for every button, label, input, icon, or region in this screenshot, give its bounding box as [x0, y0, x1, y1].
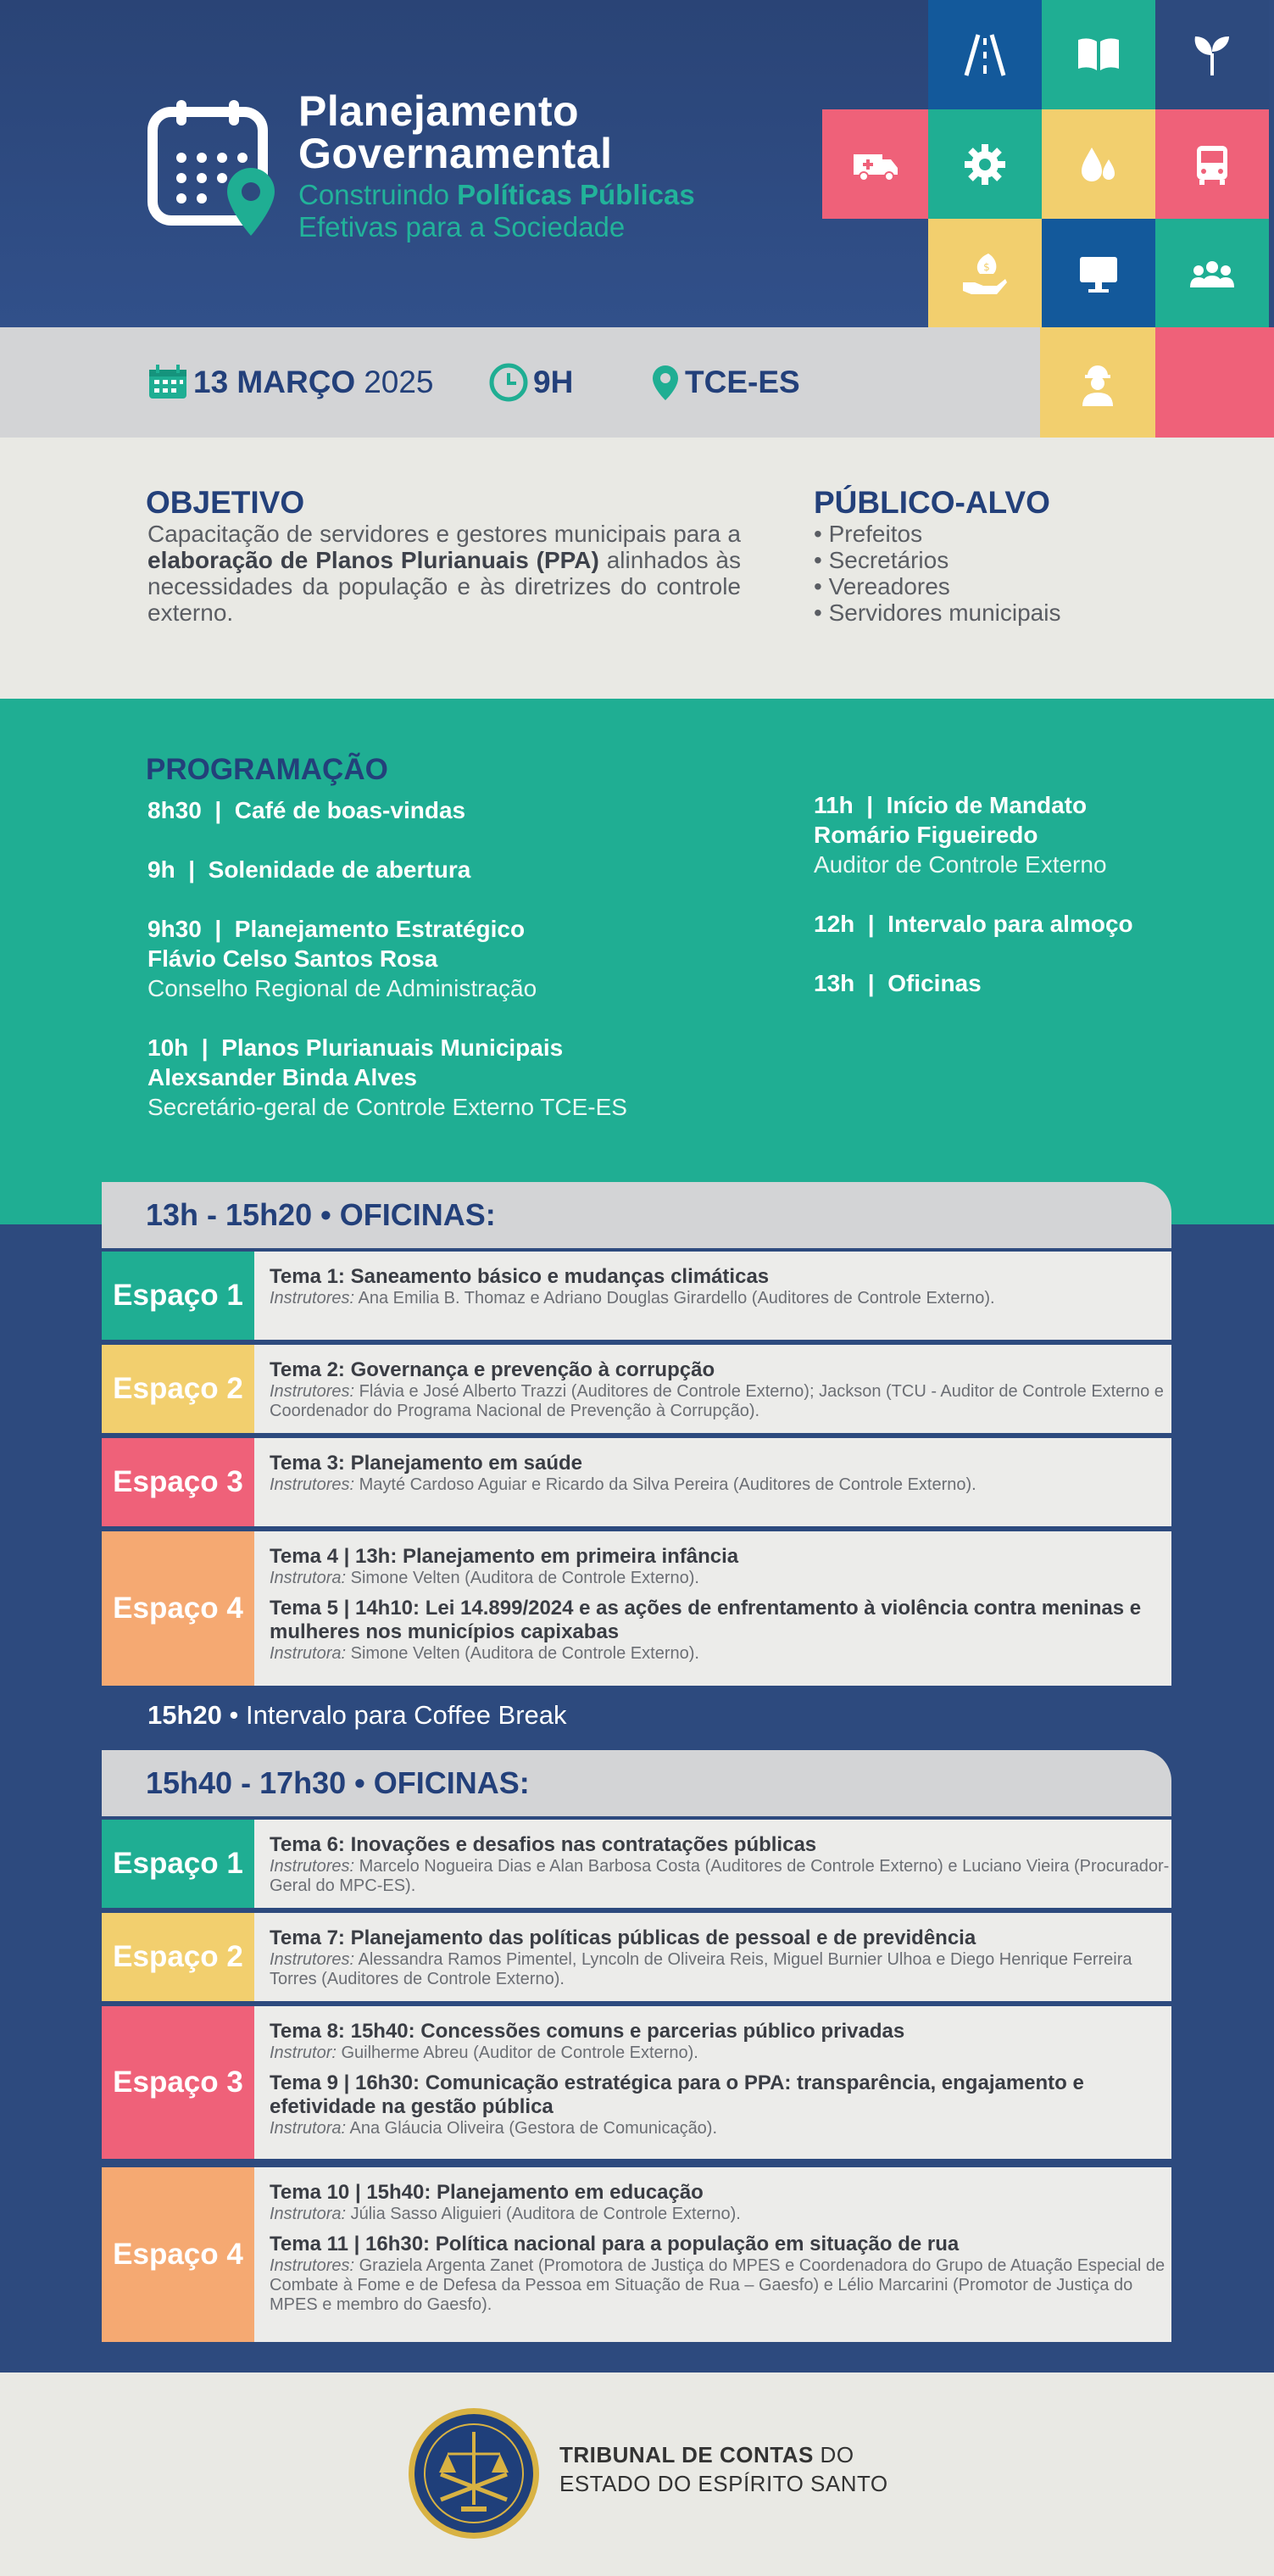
tema-block	[270, 1265, 995, 1308]
item-title: Início de Mandato	[886, 792, 1088, 818]
tema-block	[270, 1452, 976, 1495]
item-speaker: Flávio Celso Santos Rosa	[147, 945, 438, 972]
instructors: Instrutores: Alessandra Ramos Pimentel, Lyncoln de Oliveira Reis, Miguel Burnier Ulhoa e Diego Henrique Ferreira Torres (Auditores de Controle Externo).	[270, 1950, 1132, 1988]
oficina-row	[102, 1438, 1171, 1526]
money-hand-icon	[928, 219, 1042, 327]
date-item	[147, 361, 434, 404]
tema-block	[270, 1545, 1171, 1588]
instructors: Instrutor: Guilherme Abreu (Auditor de Controle Externo).	[270, 2044, 698, 2062]
session-1-heading: 13h - 15h20 • OFICINAS:	[102, 1182, 1171, 1248]
coffee-break: 15h20 • Intervalo para Coffee Break	[147, 1700, 567, 1730]
list-item: • Servidores municipais	[814, 599, 1061, 626]
programacao-item: 9h30 | Planejamento Estratégico Flávio Celso Santos Rosa Conselho Regional de Administração	[147, 916, 537, 1001]
tema-title: Tema 7: Planejamento das políticas públicas de pessoal e de previdência	[270, 1926, 976, 1949]
tema-block	[270, 1597, 1171, 1664]
item-time: 9h30	[147, 916, 202, 942]
worker-icon	[1040, 327, 1155, 438]
tema-title: Tema 6: Inovações e desafios nas contratações públicas	[270, 1833, 817, 1856]
book-icon	[1042, 0, 1155, 109]
tce-seal-logo	[407, 2406, 541, 2540]
item-role: Conselho Regional de Administração	[147, 975, 537, 1001]
tema-title: Tema 5 | 14h10: Lei 14.899/2024 e as ações de enfrentamento à violência contra meninas e mulheres nos municípios capixabas	[270, 1597, 1142, 1643]
subtitle-line-1: Construindo Políticas Públicas	[298, 179, 695, 210]
espaco-label: Espaço 3	[102, 2006, 254, 2159]
programacao-item: 9h | Solenidade de abertura	[147, 856, 471, 883]
title-line-2: Governamental	[298, 130, 613, 177]
tema-block	[270, 1833, 1171, 1896]
org-name-line-1: TRIBUNAL DE CONTAS DO	[559, 2442, 854, 2467]
instructors: Instrutora: Simone Velten (Auditora de Controle Externo).	[270, 1644, 699, 1663]
tema-block	[270, 2020, 1171, 2063]
water-drops-icon	[1042, 109, 1155, 219]
clock-icon	[489, 363, 528, 402]
session-2-heading: 15h40 - 17h30 • OFICINAS:	[102, 1750, 1171, 1816]
oficina-row	[102, 2006, 1171, 2159]
blank-tile	[1155, 327, 1274, 438]
road-icon	[928, 0, 1042, 109]
tema-block	[270, 1358, 1171, 1421]
instructors: Instrutora: Ana Gláucia Oliveira (Gestora de Comunicação).	[270, 2119, 718, 2138]
title-line-1: Planejamento	[298, 87, 580, 135]
tema-block	[270, 2181, 1171, 2224]
oficina-row	[102, 1913, 1171, 2001]
list-item: • Prefeitos	[814, 521, 923, 547]
objetivo-title: OBJETIVO	[146, 485, 305, 520]
tema-title: Tema 4 | 13h: Planejamento em primeira infância	[270, 1545, 739, 1568]
event-day: 13 MARÇO	[193, 365, 356, 399]
publico-list	[814, 521, 1060, 626]
programacao-item: 8h30 | Café de boas-vindas	[147, 797, 466, 823]
espaco-label: Espaço 3	[102, 1438, 254, 1526]
instructors: Instrutora: Simone Velten (Auditora de Controle Externo).	[270, 1569, 699, 1587]
oficina-row	[102, 1531, 1171, 1686]
item-time: 13h	[814, 970, 855, 996]
espaco-label: Espaço 2	[102, 1345, 254, 1433]
item-title: Solenidade de abertura	[208, 856, 471, 883]
tema-title: Tema 3: Planejamento em saúde	[270, 1452, 583, 1475]
tema-block	[270, 2071, 1171, 2138]
tema-title: Tema 11 | 16h30: Política nacional para a população em situação de rua	[270, 2233, 960, 2255]
item-speaker: Romário Figueiredo	[814, 822, 1038, 848]
espaco-label: Espaço 1	[102, 1820, 254, 1908]
oficina-row	[102, 1345, 1171, 1433]
oficina-row	[102, 2167, 1171, 2342]
programacao-title: PROGRAMAÇÃO	[146, 753, 388, 786]
item-time: 12h	[814, 911, 855, 937]
instructors: Instrutores: Mayté Cardoso Aguiar e Ricardo da Silva Pereira (Auditores de Controle Externo).	[270, 1475, 976, 1494]
tema-title: Tema 8: 15h40: Concessões comuns e parcerias público privadas	[270, 2020, 905, 2043]
bus-icon	[1155, 109, 1269, 219]
tema-title: Tema 2: Governança e prevenção à corrupção	[270, 1358, 715, 1381]
tema-title: Tema 10 | 15h40: Planejamento em educação	[270, 2181, 704, 2204]
org-name-line-2: ESTADO DO ESPÍRITO SANTO	[559, 2471, 888, 2496]
map-pin-icon	[651, 364, 680, 401]
tema-block	[270, 2233, 1171, 2315]
instructors: Instrutores: Flávia e José Alberto Trazzi (Auditores de Controle Externo); Jackson (TCU - Auditor de Controle Externo e Coordenador do Programa Nacional de Prevenção à Corrupção).	[270, 1382, 1164, 1420]
oficina-row	[102, 1820, 1171, 1908]
people-icon	[1155, 219, 1269, 327]
espaco-label: Espaço 4	[102, 1531, 254, 1686]
instructors: Instrutores: Ana Emilia B. Thomaz e Adriano Douglas Girardello (Auditores de Controle Externo).	[270, 1289, 995, 1308]
tema-title: Tema 9 | 16h30: Comunicação estratégica para o PPA: transparência, engajamento e efetividade na gestão pública	[270, 2071, 1084, 2118]
calendar-icon	[147, 365, 188, 400]
tema-block	[270, 1926, 1171, 1989]
item-role: Secretário-geral de Controle Externo TCE-ES	[147, 1094, 627, 1120]
list-item: • Secretários	[814, 547, 949, 573]
objetivo-text: Capacitação de servidores e gestores municipais para a elaboração de Planos Plurianuais (PPA) alinhados às necessidades da população e às diretrizes do controle externo.	[147, 521, 742, 626]
item-title: Planos Plurianuais Municipais	[221, 1034, 564, 1061]
item-time: 10h	[147, 1034, 189, 1061]
gear-icon	[928, 109, 1042, 219]
item-time: 8h30	[147, 797, 202, 823]
item-title: Intervalo para almoço	[887, 911, 1133, 937]
date-bar	[0, 327, 1040, 438]
programacao-item: 11h | Início de Mandato Romário Figueiredo Auditor de Controle Externo	[814, 792, 1107, 878]
place-item	[651, 361, 800, 404]
espaco-label: Espaço 4	[102, 2167, 254, 2342]
subtitle-line-2: Efetivas para a Sociedade	[298, 211, 626, 243]
item-role: Auditor de Controle Externo	[814, 851, 1107, 878]
oficina-row	[102, 1252, 1171, 1340]
instructors: Instrutores: Marcelo Nogueira Dias e Alan Barbosa Costa (Auditores de Controle Externo) e Luciano Vieira (Procurador-Geral do MPC-ES).	[270, 1857, 1170, 1895]
list-item: • Vereadores	[814, 573, 950, 599]
ambulance-icon	[822, 109, 928, 219]
instructors: Instrutores: Graziela Argenta Zanet (Promotora de Justiça do MPES e Coordenadora do Grupo de Atuação Especial de Combate à Fome e de Defesa da Pessoa em Situação de Rua – Gaesfo) e Lélio Marcarini (Promotor de Justiça do MPES e membro do Gaesfo).	[270, 2256, 1166, 2314]
item-title: Café de boas-vindas	[234, 797, 466, 823]
event-place: TCE-ES	[685, 365, 800, 399]
espaco-label: Espaço 1	[102, 1252, 254, 1340]
item-time: 11h	[814, 792, 854, 818]
item-speaker: Alexsander Binda Alves	[147, 1064, 417, 1090]
event-time: 9H	[533, 365, 574, 399]
svg-text:$: $	[983, 260, 990, 273]
espaco-label: Espaço 2	[102, 1913, 254, 2001]
item-time: 9h	[147, 856, 175, 883]
item-title: Planejamento Estratégico	[234, 916, 526, 942]
monitor-icon	[1042, 219, 1155, 327]
publico-title: PÚBLICO-ALVO	[814, 485, 1050, 520]
calendar-pin-logo	[147, 98, 283, 239]
programacao-item: 13h | Oficinas	[814, 970, 982, 996]
item-title: Oficinas	[887, 970, 982, 996]
tema-title: Tema 1: Saneamento básico e mudanças climáticas	[270, 1265, 770, 1288]
instructors: Instrutora: Júlia Sasso Aliguieri (Auditora de Controle Externo).	[270, 2205, 741, 2223]
sprout-icon	[1155, 0, 1269, 109]
programacao-item: 10h | Planos Plurianuais Municipais Alexsander Binda Alves Secretário-geral de Controle Externo TCE-ES	[147, 1034, 627, 1120]
programacao-item: 12h | Intervalo para almoço	[814, 911, 1133, 937]
time-item	[489, 361, 573, 404]
event-year: 2025	[364, 365, 434, 399]
